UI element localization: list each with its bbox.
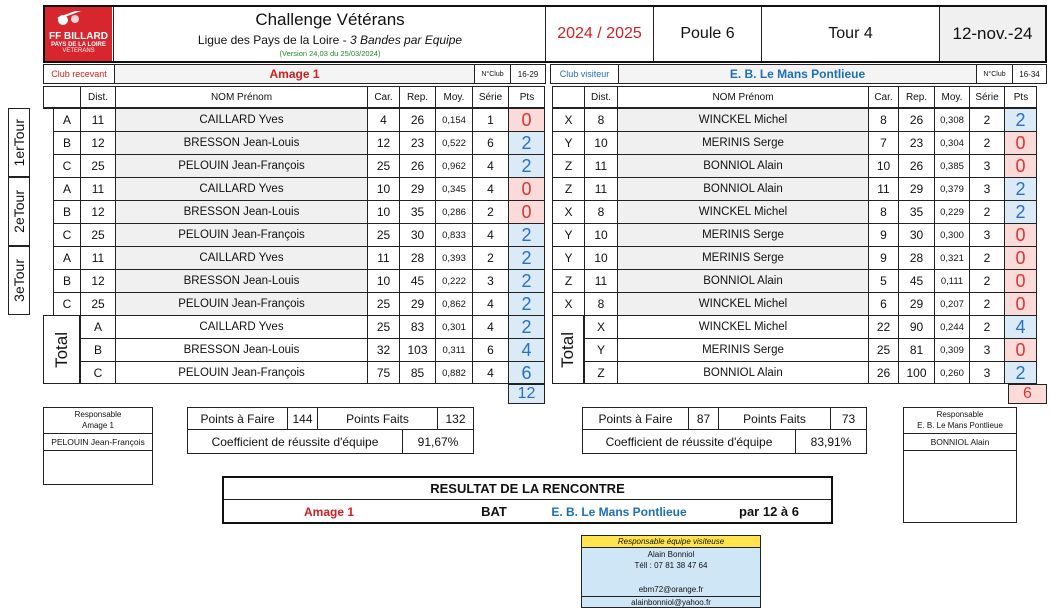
away-col-pts-header: Pts [1004,86,1037,108]
home-player-letter: B [53,131,80,154]
home-player-letter: A [53,246,80,269]
ffb-logo [45,7,112,61]
away-moy: 0,308 [934,108,969,131]
away-total-text: Total [558,331,577,368]
logo-brand: FF BILLARD [49,30,108,42]
contact-name: Alain Bonniol [647,550,695,559]
away-player-letter: Y [552,223,584,246]
home-points-value: 2 [521,293,532,314]
away-total-letter: Z [584,361,617,384]
away-car: 6 [868,292,898,315]
away-rep: 30 [898,223,934,246]
contact-phone: Téll : 07 81 38 47 64 [634,561,708,570]
away-dist: 10 [584,131,617,154]
away-total-rep: 81 [898,338,934,361]
away-moy: 0,379 [934,177,969,200]
away-club-bar [550,64,1047,84]
away-player-letter: Z [552,154,584,177]
away-resp-name: BONNIOL Alain [904,433,1016,451]
home-car: 25 [367,154,399,177]
away-total-points-value: 4 [1015,316,1026,337]
away-points-value: 2 [1015,109,1026,130]
home-serie: 2 [472,246,508,269]
away-moy: 0,321 [934,246,969,269]
home-serie: 4 [472,154,508,177]
home-dist: 12 [80,269,115,292]
home-moy: 0,222 [435,269,472,292]
home-col-pts-header: Pts [508,86,545,108]
home-points-value: 0 [521,201,532,222]
away-total-car: 26 [868,361,898,384]
away-rep: 23 [898,131,934,154]
home-total-moy: 0,882 [435,361,472,384]
match-date: 12-nov.-24 [939,7,1045,61]
home-player-letter: B [53,269,80,292]
home-total-moy: 0,311 [435,338,472,361]
home-serie: 3 [472,269,508,292]
away-col-rep-header: Rep. [898,86,934,108]
poule: Poule 6 [653,7,761,61]
home-moy: 0,345 [435,177,472,200]
away-dist: 11 [584,154,617,177]
home-club-bar [43,64,546,84]
home-moy: 0,286 [435,200,472,223]
home-coef-label: Coefficient de réussite d'équipe [188,430,403,453]
home-car: 10 [367,200,399,223]
away-total-car: 22 [868,315,898,338]
home-total-letter: C [80,361,115,384]
away-car: 7 [868,131,898,154]
away-rep: 26 [898,154,934,177]
away-resp-label: Responsable [936,410,984,419]
away-total-name: WINCKEL Michel [617,315,868,338]
home-player-letter: A [53,108,80,131]
away-player-name: BONNIOL Alain [617,269,868,292]
away-club-num: 16-34 [1019,69,1040,79]
away-car: 9 [868,246,898,269]
result-score: par 12 à 6 [739,504,799,519]
away-points-value: 2 [1015,178,1026,199]
home-col-car-header: Car. [367,86,399,108]
away-club-name: E. B. Le Mans Pontlieue [619,65,977,83]
away-player-name: MERINIS Serge [617,223,868,246]
away-serie: 2 [969,200,1004,223]
home-car: 25 [367,223,399,246]
away-serie: 2 [969,292,1004,315]
home-club-name: Amage 1 [115,65,475,83]
home-dist: 12 [80,200,115,223]
away-serie: 2 [969,108,1004,131]
home-player-name: BRESSON Jean-Louis [115,200,367,223]
home-car: 10 [367,177,399,200]
home-player-name: PELOUIN Jean-François [115,154,367,177]
away-points-value: 0 [1015,132,1026,153]
away-moy: 0,385 [934,154,969,177]
home-club-num: 16-29 [517,69,539,79]
away-serie: 3 [969,177,1004,200]
home-total-moy: 0,301 [435,315,472,338]
away-col-serie-header: Série [969,86,1004,108]
home-num-label: N°Club [475,65,511,83]
home-dist: 25 [80,223,115,246]
home-responsible-box [43,407,153,485]
home-serie: 2 [472,200,508,223]
away-table-frame [552,108,1037,384]
away-coef-label: Coefficient de réussite d'équipe [583,430,796,453]
result-away: E. B. Le Mans Pontlieue [551,504,687,519]
home-player-letter: C [53,223,80,246]
title-area [113,7,545,61]
visitor-contact-card [581,535,761,608]
home-player-name: PELOUIN Jean-François [115,292,367,315]
home-grand-total-value: 12 [517,385,536,402]
home-rep: 35 [399,200,435,223]
home-player-name: BRESSON Jean-Louis [115,131,367,154]
home-col-serie-header: Série [472,86,508,108]
home-rep: 29 [399,292,435,315]
tour-label-2 [8,177,30,246]
away-total-points-value: 0 [1015,339,1026,360]
away-serie: 2 [969,246,1004,269]
away-car: 8 [868,200,898,223]
away-moy: 0,229 [934,200,969,223]
away-rep: 28 [898,246,934,269]
home-serie: 6 [472,131,508,154]
result-box [222,476,833,524]
home-serie: 4 [472,292,508,315]
away-paf-value: 87 [689,408,719,430]
home-grand-total [508,384,545,404]
home-rep: 23 [399,131,435,154]
away-total-points-value: 2 [1015,362,1026,383]
home-total-rep: 103 [399,338,435,361]
away-total-moy: 0,309 [934,338,969,361]
season: 2024 / 2025 [545,7,653,61]
home-points-value: 2 [521,155,532,176]
home-points-box [187,407,474,454]
away-total-letter: Y [584,338,617,361]
away-club-label: Club visiteur [551,65,619,83]
home-moy: 0,522 [435,131,472,154]
away-player-name: WINCKEL Michel [617,200,868,223]
away-rep: 35 [898,200,934,223]
home-rep: 29 [399,177,435,200]
home-moy: 0,962 [435,154,472,177]
home-player-letter: C [53,154,80,177]
away-moy: 0,207 [934,292,969,315]
away-player-name: BONNIOL Alain [617,154,868,177]
away-serie: 3 [969,154,1004,177]
home-coef-value: 91,67% [417,434,459,449]
away-total-serie: 3 [969,361,1004,384]
home-total-letter: B [80,338,115,361]
home-rep: 28 [399,246,435,269]
home-resp-name: PELOUIN Jean-François [44,433,152,451]
away-serie: 2 [969,131,1004,154]
away-moy: 0,300 [934,223,969,246]
away-pf-value: 73 [831,408,866,430]
home-table-frame [43,108,545,384]
away-player-name: MERINIS Serge [617,246,868,269]
away-dist: 11 [584,177,617,200]
tour: Tour 4 [761,7,939,61]
home-points-value: 2 [521,224,532,245]
result-home: Amage 1 [303,504,355,519]
away-total-serie: 3 [969,338,1004,361]
home-rep: 26 [399,154,435,177]
home-car: 12 [367,131,399,154]
home-dist: 25 [80,292,115,315]
home-car: 10 [367,269,399,292]
away-player-letter: X [552,200,584,223]
home-points-value: 2 [521,270,532,291]
home-dist: 11 [80,246,115,269]
tour-label-text: 3eTour [11,259,27,302]
home-paf-label: Points à Faire [188,408,288,430]
away-pf-label: Points Faits [719,408,831,430]
result-verb: BAT [481,504,507,519]
home-moy: 0,154 [435,108,472,131]
home-col-moy-header: Moy. [435,86,472,108]
home-serie: 4 [472,177,508,200]
away-points-value: 2 [1015,201,1026,222]
home-total-text: Total [51,331,71,368]
home-moy: 0,833 [435,223,472,246]
home-car: 11 [367,246,399,269]
billiard-icon [55,11,85,27]
away-car: 10 [868,154,898,177]
away-player-letter: Y [552,246,584,269]
home-col-rep-header: Rep. [399,86,435,108]
home-total-serie: 4 [472,315,508,338]
home-club-label: Club recevant [44,65,115,83]
away-resp-team: E. B. Le Mans Pontlieue [917,421,1003,430]
away-serie: 2 [969,269,1004,292]
home-total-points-value: 4 [521,339,532,360]
away-total-rep: 90 [898,315,934,338]
away-serie: 3 [969,223,1004,246]
away-total-serie: 2 [969,315,1004,338]
home-total-name: BRESSON Jean-Louis [115,338,367,361]
away-car: 11 [868,177,898,200]
home-dist: 11 [80,177,115,200]
away-car: 5 [868,269,898,292]
subtitle: Ligue des Pays de la Loire - 3 Bandes par Equipe [197,33,463,47]
away-rep: 29 [898,292,934,315]
away-total-name: BONNIOL Alain [617,361,868,384]
home-col-name-header: NOM Prénom [115,86,367,108]
away-coef-value: 83,91% [810,434,852,449]
home-points-value: 2 [521,247,532,268]
away-player-name: MERINIS Serge [617,131,868,154]
away-col-moy-header: Moy. [934,86,969,108]
away-total-moy: 0,244 [934,315,969,338]
away-col-name-header: NOM Prénom [617,86,868,108]
home-resp-label: Responsable [74,410,122,419]
away-col-car-header: Car. [868,86,898,108]
home-dist: 11 [80,108,115,131]
away-points-value: 0 [1015,224,1026,245]
home-total-serie: 6 [472,338,508,361]
away-total-car: 25 [868,338,898,361]
home-total-car: 75 [367,361,399,384]
home-pf-label: Points Faits [318,408,438,430]
away-player-name: BONNIOL Alain [617,177,868,200]
contact-email-1[interactable]: ebm72@orange.fr [638,585,704,594]
logo-line2: VETERANS [62,47,95,54]
home-points-value: 2 [521,132,532,153]
home-col-dist-header: Dist. [80,86,115,108]
home-player-name: BRESSON Jean-Louis [115,269,367,292]
home-total-car: 32 [367,338,399,361]
away-total-name: MERINIS Serge [617,338,868,361]
away-player-letter: Z [552,177,584,200]
tour-label-1 [8,108,30,177]
away-points-box [582,407,867,454]
away-player-name: WINCKEL Michel [617,292,868,315]
home-rep: 30 [399,223,435,246]
away-player-letter: Z [552,269,584,292]
home-player-name: PELOUIN Jean-François [115,223,367,246]
away-rep: 45 [898,269,934,292]
away-dist: 8 [584,108,617,131]
away-moy: 0,304 [934,131,969,154]
home-pf-value: 132 [438,408,473,430]
home-serie: 1 [472,108,508,131]
away-dist: 11 [584,269,617,292]
away-grand-total [1008,384,1047,404]
tour-label-3 [8,246,30,315]
home-player-name: CAILLARD Yves [115,108,367,131]
away-dist: 8 [584,292,617,315]
away-total-moy: 0,260 [934,361,969,384]
tour-label-text: 2eTour [11,190,27,233]
home-rep: 45 [399,269,435,292]
away-points-value: 0 [1015,247,1026,268]
home-moy: 0,862 [435,292,472,315]
away-dist: 8 [584,200,617,223]
home-total-points-value: 2 [521,316,532,337]
away-dist: 10 [584,246,617,269]
contact-email-2[interactable]: alainbonniol@yahoo.fr [582,596,760,607]
home-total-name: PELOUIN Jean-François [115,361,367,384]
away-dist: 10 [584,223,617,246]
home-total-serie: 4 [472,361,508,384]
version-note: (Version 24,03 du 25/03/2024) [279,48,381,58]
away-num-label: N°Club [977,65,1013,83]
home-total-car: 25 [367,315,399,338]
away-car: 9 [868,223,898,246]
away-col-dist-header: Dist. [584,86,617,108]
home-serie: 4 [472,223,508,246]
away-rep: 29 [898,177,934,200]
contact-title: Responsable équipe visiteuse [582,536,760,548]
home-car: 4 [367,108,399,131]
away-rep: 26 [898,108,934,131]
logo-line1: PAYS DE LA LOIRE [51,41,106,48]
home-total-points-value: 6 [521,362,532,383]
home-car: 25 [367,292,399,315]
home-moy: 0,393 [435,246,472,269]
away-paf-label: Points à Faire [583,408,689,430]
away-player-letter: X [552,292,584,315]
home-points-value: 0 [521,178,532,199]
home-total-name: CAILLARD Yves [115,315,367,338]
home-paf-value: 144 [288,408,318,430]
away-responsible-box [903,407,1017,523]
home-player-name: CAILLARD Yves [115,246,367,269]
home-total-rep: 85 [399,361,435,384]
away-player-name: WINCKEL Michel [617,108,868,131]
home-player-name: CAILLARD Yves [115,177,367,200]
home-rep: 26 [399,108,435,131]
away-points-value: 0 [1015,270,1026,291]
away-moy: 0,111 [934,269,969,292]
home-dist: 25 [80,154,115,177]
home-total-letter: A [80,315,115,338]
home-player-letter: B [53,200,80,223]
away-total-letter: X [584,315,617,338]
away-car: 8 [868,108,898,131]
away-grand-total-value: 6 [1023,385,1032,402]
away-total-rep: 100 [898,361,934,384]
home-resp-team: Amage 1 [81,421,115,430]
away-player-letter: Y [552,131,584,154]
home-dist: 12 [80,131,115,154]
result-title: RESULTAT DE LA RENCONTRE [224,478,831,500]
home-total-rep: 83 [399,315,435,338]
away-player-letter: X [552,108,584,131]
tour-label-text: 1erTour [11,118,27,167]
page-title: Challenge Vétérans [255,10,405,29]
away-points-value: 0 [1015,155,1026,176]
away-points-value: 0 [1015,293,1026,314]
home-player-letter: A [53,177,80,200]
home-player-letter: C [53,292,80,315]
home-points-value: 0 [521,109,532,130]
